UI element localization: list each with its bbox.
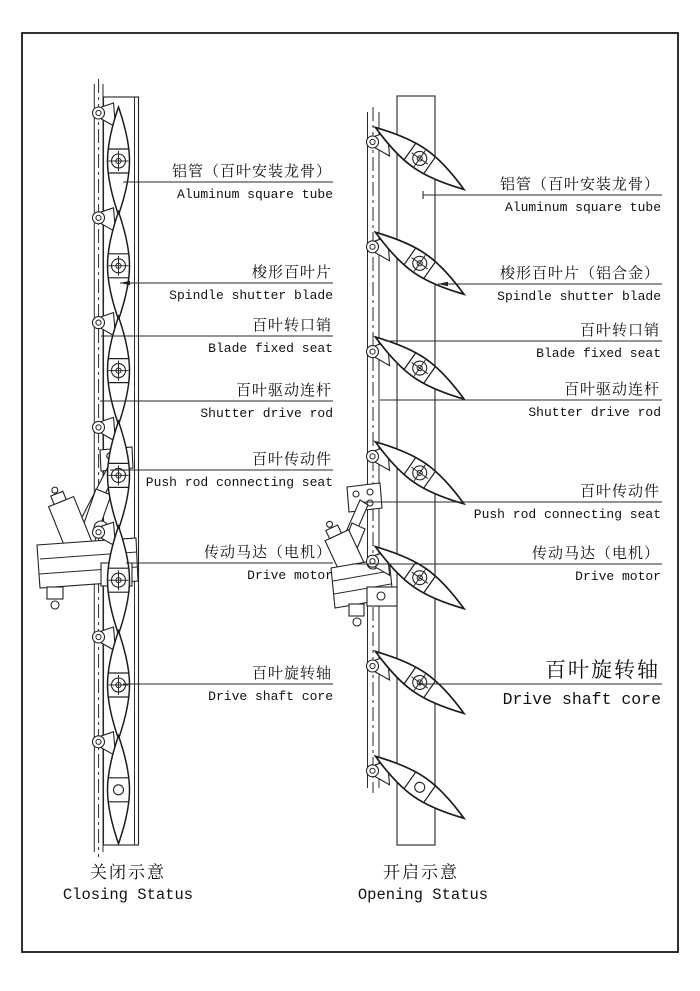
label-cn: 传动马达（电机） bbox=[203, 545, 332, 561]
label-cn: 铝管（百叶安装龙骨） bbox=[171, 164, 332, 180]
captions bbox=[63, 863, 488, 904]
label-en: Shutter drive rod bbox=[528, 405, 661, 420]
label-en: Shutter drive rod bbox=[200, 406, 333, 421]
label-en: Drive shaft core bbox=[502, 690, 661, 709]
label-en: Push rod connecting seat bbox=[145, 475, 333, 490]
label-cn: 梭形百叶片（铝合金） bbox=[499, 266, 660, 282]
label-en: Drive motor bbox=[247, 568, 333, 583]
opening-diagram bbox=[318, 96, 470, 845]
label-en: Blade fixed seat bbox=[536, 346, 661, 361]
label-en: Aluminum square tube bbox=[176, 187, 333, 202]
label-cn: 百叶驱动连杆 bbox=[235, 383, 332, 399]
label-cn: 百叶旋转轴 bbox=[251, 666, 332, 682]
label-cn: 梭形百叶片 bbox=[251, 265, 332, 281]
label-cn: 百叶传动件 bbox=[251, 452, 332, 468]
caption-opening-en: Opening Status bbox=[357, 886, 489, 904]
shutter-blades-opening bbox=[369, 118, 470, 827]
caption-opening-cn: 开启示意 bbox=[383, 863, 459, 882]
label-en: Drive motor bbox=[575, 569, 661, 584]
label-cn: 铝管（百叶安装龙骨） bbox=[499, 177, 660, 193]
caption-closing-en: Closing Status bbox=[62, 886, 194, 904]
label-cn: 百叶转口销 bbox=[579, 323, 660, 339]
label-en: Push rod connecting seat bbox=[473, 507, 661, 522]
label-en: Blade fixed seat bbox=[208, 341, 333, 356]
label-cn: 百叶传动件 bbox=[579, 484, 660, 500]
label-cn: 传动马达（电机） bbox=[531, 546, 660, 562]
label-en: Spindle shutter blade bbox=[497, 289, 661, 304]
label-cn: 百叶转口销 bbox=[251, 318, 332, 334]
caption-closing-cn: 关闭示意 bbox=[90, 863, 166, 882]
label-en: Aluminum square tube bbox=[504, 200, 661, 215]
label-en: Drive shaft core bbox=[208, 689, 333, 704]
closing-diagram bbox=[37, 79, 139, 857]
blade-pins-opening bbox=[367, 132, 390, 785]
label-cn: 百叶驱动连杆 bbox=[563, 382, 660, 398]
label-en: Spindle shutter blade bbox=[169, 288, 333, 303]
label-cn: 百叶旋转轴 bbox=[545, 658, 660, 682]
